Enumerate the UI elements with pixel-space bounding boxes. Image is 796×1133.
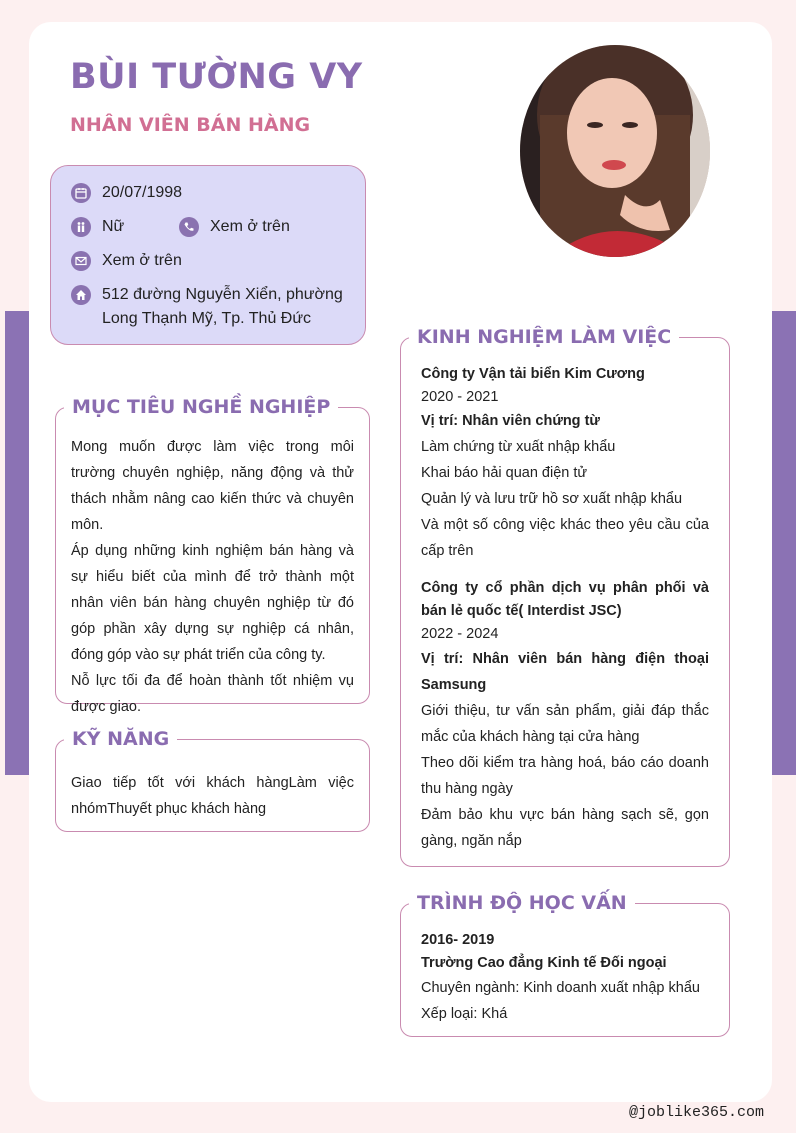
- job-duty: Quản lý và lưu trữ hồ sơ xuất nhập khẩu: [421, 491, 683, 507]
- job-duty: Giới thiệu, tư vấn sản phẩm, giải đáp thắc mắc của khách hàng tại cửa hàng: [421, 703, 709, 745]
- job-duty: Đảm bảo khu vực bán hàng sạch sẽ, gọn gàng, ngăn nắp: [421, 807, 709, 849]
- address-row: [71, 283, 343, 331]
- email-text: Xem ở trên: [102, 252, 182, 269]
- skills-body: [71, 770, 354, 822]
- experience-section: [400, 326, 730, 867]
- job-duty: Theo dõi kiểm tra hàng hoá, báo cáo doanh thu hàng ngày: [421, 755, 709, 797]
- objective-title: MỤC TIÊU NGHỀ NGHIỆP: [64, 394, 338, 420]
- job-title: NHÂN VIÊN BÁN HÀNG: [70, 114, 311, 136]
- birthday-text: 20/07/1998: [102, 184, 183, 201]
- birthday-row: [71, 181, 182, 205]
- objective-section: [55, 396, 370, 715]
- job-company: Công ty Vận tải biển Kim Cương: [421, 366, 645, 382]
- education-section: [400, 892, 730, 1037]
- job-duty: Khai báo hải quan điện tử: [421, 465, 588, 481]
- objective-paragraph: Nỗ lực tối đa để hoàn thành tốt nhiệm vụ được giao.: [71, 673, 354, 715]
- address-line-1: 512 đường Nguyễn Xiển, phường: [102, 286, 343, 303]
- objective-body: [71, 434, 354, 720]
- home-icon: [71, 285, 91, 305]
- phone-text: Xem ở trên: [210, 218, 290, 235]
- job-period: 2020 - 2021: [421, 389, 499, 405]
- education-period: 2016- 2019: [421, 932, 495, 948]
- education-rank: Xếp loại: Khá: [421, 1006, 508, 1022]
- right-accent-band: [772, 311, 796, 775]
- experience-title: KINH NGHIỆM LÀM VIỆC: [409, 324, 679, 350]
- gender-text: Nữ: [102, 218, 125, 235]
- job-company: Công ty cổ phần dịch vụ phân phối và bán lẻ quốc tế( Interdist JSC): [421, 580, 709, 619]
- skills-title: KỸ NĂNG: [64, 726, 177, 752]
- phone-icon: [179, 217, 199, 237]
- contact-info-box: [50, 165, 366, 345]
- candidate-name: BÙI TƯỜNG VY: [70, 57, 363, 97]
- job-duty: Và một số công việc khác theo yêu cầu của cấp trên: [421, 517, 709, 559]
- mail-icon: [71, 251, 91, 271]
- skills-text: Giao tiếp tốt với khách hàngLàm việc nhómThuyết phục khách hàng: [71, 775, 354, 817]
- job-duty: Làm chứng từ xuất nhập khẩu: [421, 439, 616, 455]
- education-school: Trường Cao đẳng Kinh tế Đối ngoại: [421, 955, 667, 971]
- job-position: Vị trí: Nhân viên chứng từ: [421, 413, 600, 429]
- job-period: 2022 - 2024: [421, 626, 499, 642]
- left-accent-band: [5, 311, 29, 775]
- job-entry: [421, 363, 709, 564]
- skills-section: [55, 728, 370, 832]
- education-body: [421, 929, 709, 1027]
- objective-paragraph: Áp dụng những kinh nghiệm bán hàng và sự hiểu biết của mình để trở thành một nhân viên bán hàng chuyên nghiệp từ đó góp phần xây dựng sự nghiệp cá nhân, đóng góp vào sự phát triển của công ty.: [71, 543, 354, 663]
- gender-icon: [71, 217, 91, 237]
- address-line-2: Long Thạnh Mỹ, Tp. Thủ Đức: [102, 310, 312, 327]
- gender-row: [71, 215, 124, 239]
- watermark-text: @joblike365.com: [628, 1104, 764, 1121]
- objective-paragraph: Mong muốn được làm việc trong môi trường chuyên nghiệp, năng động và thử thách nhằm nâng cao kiến thức và chuyên môn.: [71, 439, 354, 533]
- email-row: [71, 249, 182, 273]
- job-entry: [421, 577, 709, 854]
- education-title: TRÌNH ĐỘ HỌC VẤN: [409, 890, 635, 916]
- job-position: Vị trí: Nhân viên bán hàng điện thoại Samsung: [421, 651, 709, 693]
- calendar-icon: [71, 183, 91, 203]
- education-major: Chuyên ngành: Kinh doanh xuất nhập khẩu: [421, 980, 700, 996]
- phone-row: [179, 215, 290, 239]
- experience-body: [421, 363, 709, 854]
- profile-photo: [520, 45, 710, 257]
